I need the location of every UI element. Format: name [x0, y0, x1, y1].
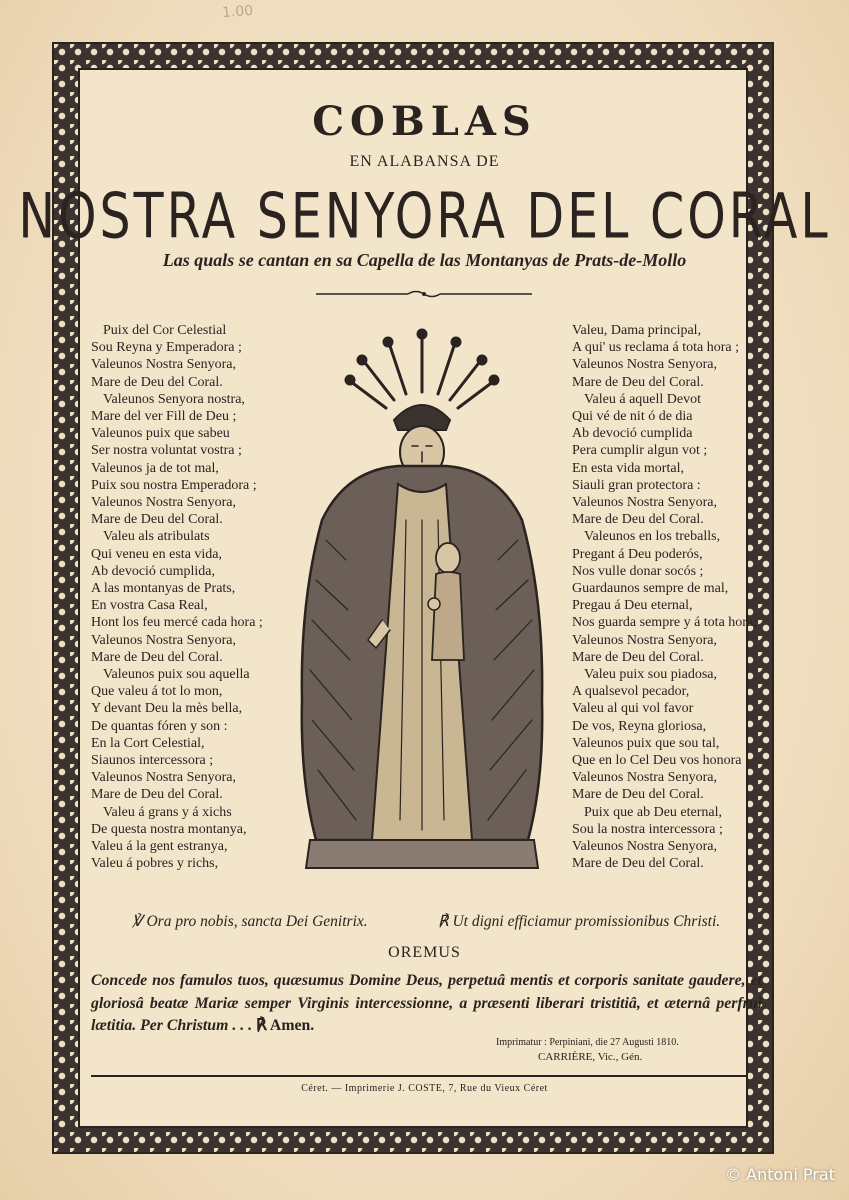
- verse-line: Valeu al qui vol favor: [572, 701, 694, 717]
- verse-line: Mare de Deu del Coral.: [572, 787, 704, 803]
- verse-line: Mare de Deu del Coral.: [91, 512, 223, 528]
- verse-line: A qualsevol pecador,: [572, 684, 690, 700]
- footer-rule: [91, 1075, 747, 1077]
- verse-line: Puix del Cor Celestial: [103, 323, 227, 338]
- verse-line: Guardaunos sempre de mal,: [572, 581, 729, 597]
- verse-line: Valeu á pobres y richs,: [91, 856, 219, 872]
- verse-line: Valeunos Senyora nostra,: [103, 391, 245, 407]
- verse-line: Ab devoció cumplida,: [91, 563, 216, 579]
- verse-line: Valeunos Nostra Senyora,: [572, 357, 718, 373]
- virgin-statue-engraving: [286, 320, 558, 872]
- verse-line: Valeu, Dama principal,: [572, 323, 702, 338]
- copyright-watermark: © Antoni Prat: [725, 1165, 835, 1184]
- verse-line: Valeunos en los treballs,: [584, 529, 721, 545]
- verse-line: Puix sou nostra Emperadora ;: [91, 477, 257, 493]
- verse-line: Pregant á Deu poderós,: [572, 546, 703, 562]
- verse-line: Valeu als atribulats: [103, 529, 210, 545]
- verse-line: Ab devoció cumplida: [572, 426, 693, 442]
- verse-line: Que valeu á tot lo mon,: [91, 684, 223, 700]
- verse-line: Valeunos puix que sabeu: [91, 426, 230, 442]
- verse-line: Sou Reyna y Emperadora ;: [91, 340, 242, 356]
- verse-line: Nos guarda sempre y á tota hora;: [572, 615, 758, 631]
- verse-line: Valeunos puix sou aquella: [103, 667, 250, 683]
- verse-line: De quantas fóren y son :: [91, 718, 228, 734]
- imprimatur: [496, 1036, 679, 1064]
- verse-line: En la Cort Celestial,: [91, 735, 205, 751]
- verse-line: Mare de Deu del Coral.: [572, 856, 704, 872]
- verse-line: De questa nostra montanya,: [91, 821, 247, 837]
- title-coblas: COBLAS: [312, 98, 537, 145]
- verse-line: Valeu puix sou piadosa,: [584, 667, 717, 683]
- subtitle: Las quals se cantan en sa Capella de las Montanyas de Prats-de-Mollo: [162, 250, 687, 270]
- verse-line: Valeu á aquell Devot: [584, 391, 702, 407]
- ornament-divider: [316, 289, 532, 299]
- verse-line: Mare de Deu del Coral.: [572, 512, 704, 528]
- verse-line: Ser nostra voluntat vostra ;: [91, 443, 242, 459]
- verse-line: Valeunos Nostra Senyora,: [91, 495, 237, 511]
- verse-line: De vos, Reyna gloriosa,: [572, 718, 707, 734]
- oremus-heading: OREMUS: [388, 944, 461, 961]
- verse-line: Que en lo Cel Deu vos honora :: [572, 753, 749, 769]
- verse-line: Valeunos Nostra Senyora,: [91, 357, 237, 373]
- pencil-mark: 1.00: [221, 2, 254, 22]
- versicle-left: ℣ Ora pro nobis, sancta Dei Genitrix.: [132, 913, 368, 930]
- verse-line: Valeunos Nostra Senyora,: [572, 495, 718, 511]
- verse-line: Puix que ab Deu eternal,: [584, 804, 723, 820]
- verses-right-column: [572, 322, 772, 873]
- verse-line: Valeunos Nostra Senyora,: [572, 770, 718, 786]
- title-subheading: EN ALABANSA DE: [349, 153, 500, 170]
- verses-left-column: [91, 322, 291, 873]
- verse-line: Mare del ver Fill de Deu ;: [91, 409, 237, 425]
- imprimatur-line-2: CARRIÈRE, Vic., Gén.: [538, 1051, 643, 1063]
- prayer-amen: ℟ Amen.: [256, 1017, 315, 1034]
- verse-line: Pera cumplir algun vot ;: [572, 443, 708, 459]
- verse-line: Valeunos ja de tot mal,: [91, 460, 219, 476]
- prayer-body: Concede nos famulos tuos, quæsumus Domine Deus, perpetuâ mentis et corporis sanitate gaudere, et gloriosâ beatæ Mariæ semper Virginis intercessionne, a præsenti liberari tristitiâ, et æternâ perfrui lætitia. Per Christum . . .: [91, 972, 762, 1034]
- verse-line: Mare de Deu del Coral.: [572, 374, 704, 390]
- verse-line: A qui' us reclama á tota hora ;: [572, 340, 739, 356]
- verse-line: Valeu á la gent estranya,: [91, 839, 228, 855]
- verse-line: Valeunos Nostra Senyora,: [572, 632, 718, 648]
- verse-line: Valeu á grans y á xichs: [103, 804, 232, 820]
- verse-line: En esta vida mortal,: [572, 460, 684, 476]
- verse-line: A las montanyas de Prats,: [91, 581, 236, 597]
- verse-line: Y devant Deu la mès bella,: [91, 701, 243, 717]
- verse-line: Mare de Deu del Coral.: [572, 649, 704, 665]
- imprimatur-line-1: Imprimatur : Perpiniani, die 27 Augusti 1810.: [496, 1037, 679, 1048]
- verse-line: Valeunos Nostra Senyora,: [91, 632, 237, 648]
- verse-line: Siaunos intercessora ;: [91, 753, 214, 769]
- verse-line: Qui veneu en esta vida,: [91, 546, 223, 562]
- verse-line: Qui vé de nit ó de dia: [572, 409, 693, 425]
- verse-line: Valeunos Nostra Senyora,: [572, 839, 718, 855]
- verse-line: En vostra Casa Real,: [91, 598, 208, 614]
- versicle-right: ℟ Ut digni efficiamur promissionibus Christi.: [438, 913, 721, 930]
- verse-line: Hont los feu mercé cada hora ;: [91, 615, 263, 631]
- verse-line: Pregau á Deu eternal,: [572, 598, 693, 614]
- verse-line: Mare de Deu del Coral.: [91, 374, 223, 390]
- printer-line: Céret. — Imprimerie J. COSTE, 7, Rue du Vieux Céret: [301, 1083, 548, 1094]
- verse-line: Mare de Deu del Coral.: [91, 649, 223, 665]
- verse-line: Mare de Deu del Coral.: [91, 787, 223, 803]
- verse-line: Valeunos Nostra Senyora,: [91, 770, 237, 786]
- prayer-text: [91, 970, 762, 1038]
- verse-line: Sou la nostra intercessora ;: [572, 821, 723, 837]
- verse-line: Siauli gran protectora :: [572, 477, 701, 493]
- page-title: NOSTRA SENYORA DEL CORAL: [18, 180, 831, 253]
- verse-line: Valeunos puix que sou tal,: [572, 735, 720, 751]
- verse-line: Nos vulle donar socós ;: [572, 563, 704, 579]
